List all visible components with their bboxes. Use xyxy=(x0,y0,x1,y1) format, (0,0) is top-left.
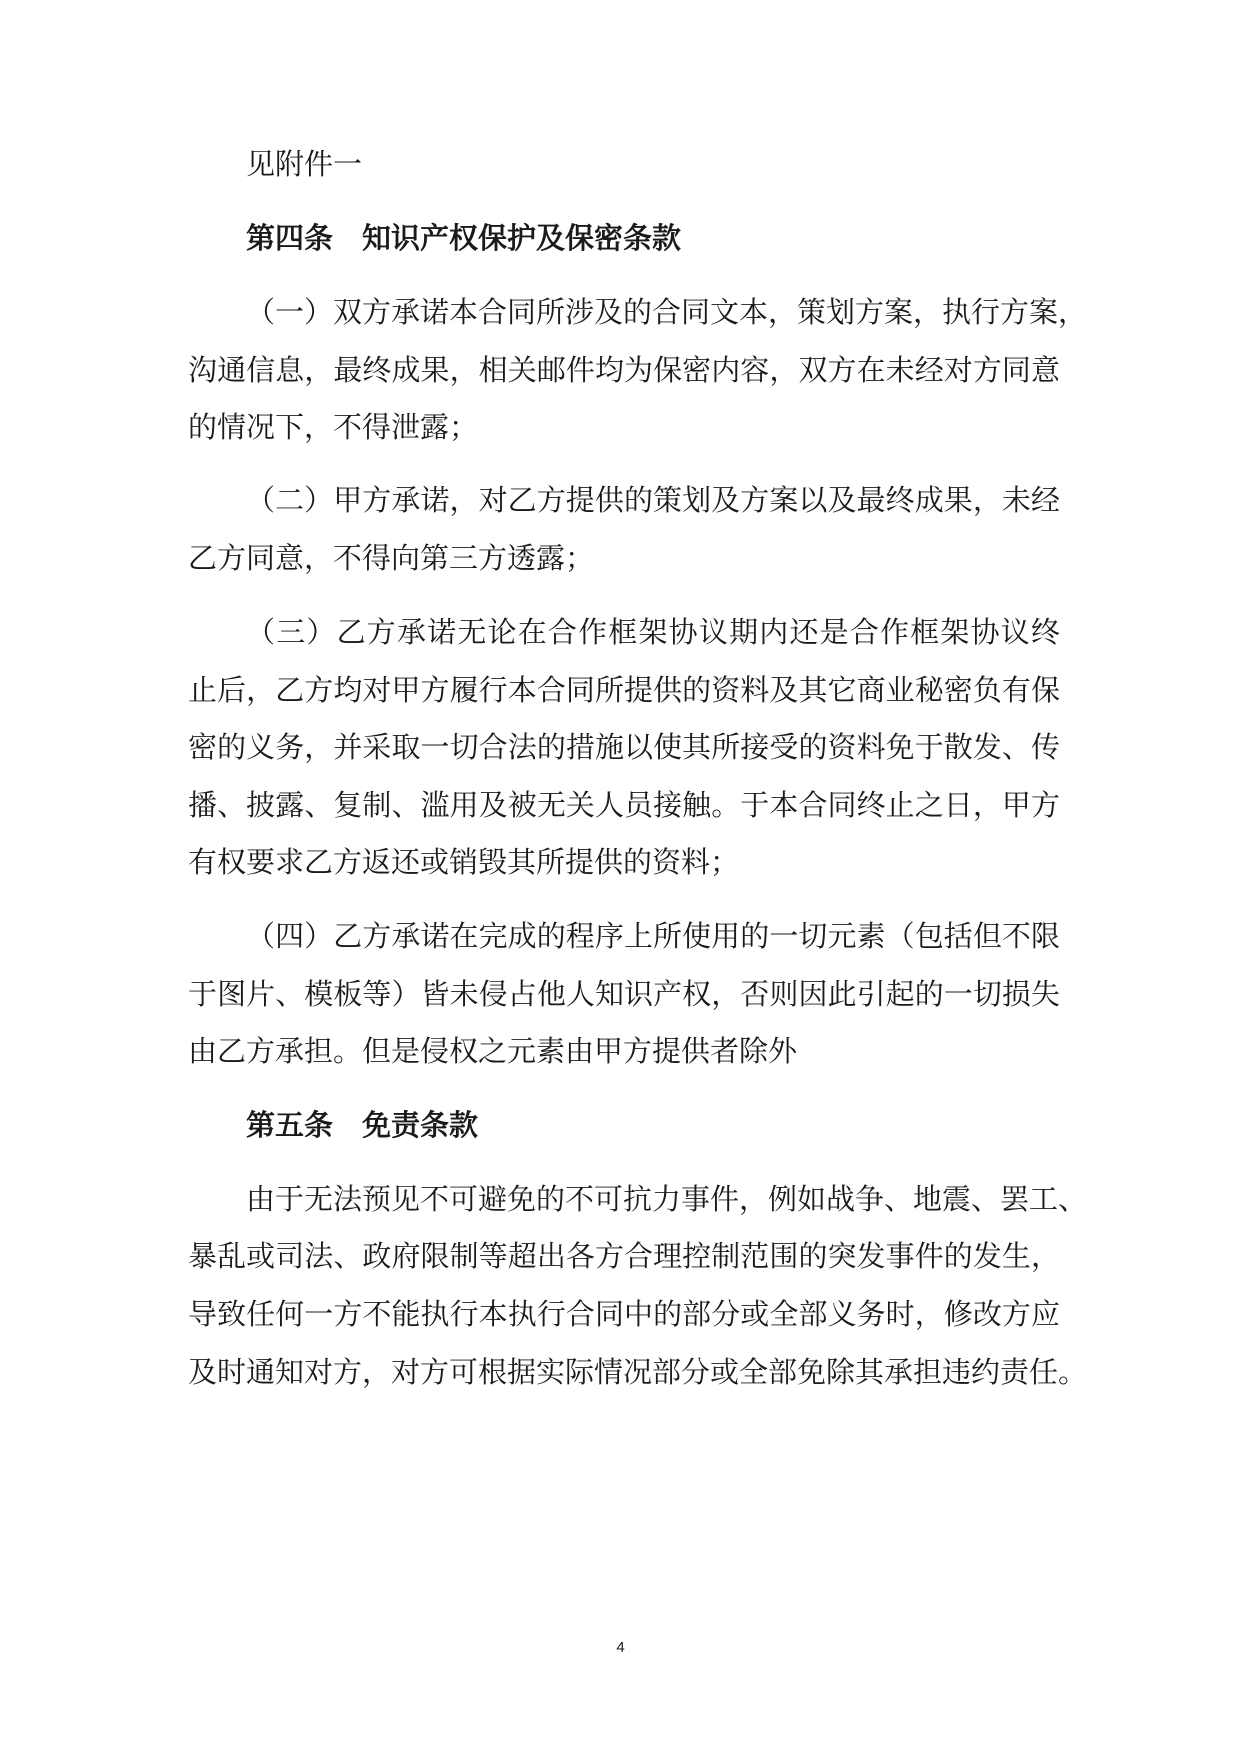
paragraph-line: 及时通知对方，对方可根据实际情况部分或全部免除其承担违约责任。 xyxy=(188,1355,1088,1389)
paragraph-line: （一）双方承诺本合同所涉及的合同文本，策划方案，执行方案， xyxy=(246,295,1088,329)
page-number: 4 xyxy=(616,1639,625,1656)
paragraph-line: 的情况下，不得泄露； xyxy=(188,410,479,444)
paragraph-line: 由乙方承担。但是侵权之元素由甲方提供者除外 xyxy=(188,1034,798,1068)
intro-text: 见附件一 xyxy=(246,147,363,181)
paragraph-line: 沟通信息，最终成果，相关邮件均为保密内容，双方在未经对方同意 xyxy=(188,353,1060,387)
paragraph-line: 乙方同意，不得向第三方透露； xyxy=(188,541,595,575)
paragraph-line: 暴乱或司法、政府限制等超出各方合理控制范围的突发事件的发生， xyxy=(188,1239,1060,1273)
paragraph-line: 由于无法预见不可避免的不可抗力事件，例如战争、地震、罢工、 xyxy=(246,1182,1088,1216)
paragraph-line: （四）乙方承诺在完成的程序上所使用的一切元素（包括但不限 xyxy=(246,919,1060,953)
paragraph-line: 导致任何一方不能执行本执行合同中的部分或全部义务时，修改方应 xyxy=(188,1297,1060,1331)
paragraph-line: 密的义务，并采取一切合法的措施以使其所接受的资料免于散发、传 xyxy=(188,730,1060,764)
paragraph-line: （三）乙方承诺无论在合作框架协议期内还是合作框架协议终 xyxy=(246,615,1060,649)
paragraph-line: 播、披露、复制、滥用及被无关人员接触。于本合同终止之日，甲方 xyxy=(188,788,1060,822)
section-4-heading: 第四条 知识产权保护及保密条款 xyxy=(246,221,682,255)
paragraph-line: 有权要求乙方返还或销毁其所提供的资料； xyxy=(188,845,740,879)
section-5-heading: 第五条 免责条款 xyxy=(246,1108,479,1142)
paragraph-line: 于图片、模板等）皆未侵占他人知识产权，否则因此引起的一切损失 xyxy=(188,977,1060,1011)
paragraph-line: （二）甲方承诺，对乙方提供的策划及方案以及最终成果，未经 xyxy=(246,483,1060,517)
paragraph-line: 止后，乙方均对甲方履行本合同所提供的资料及其它商业秘密负有保 xyxy=(188,673,1060,707)
